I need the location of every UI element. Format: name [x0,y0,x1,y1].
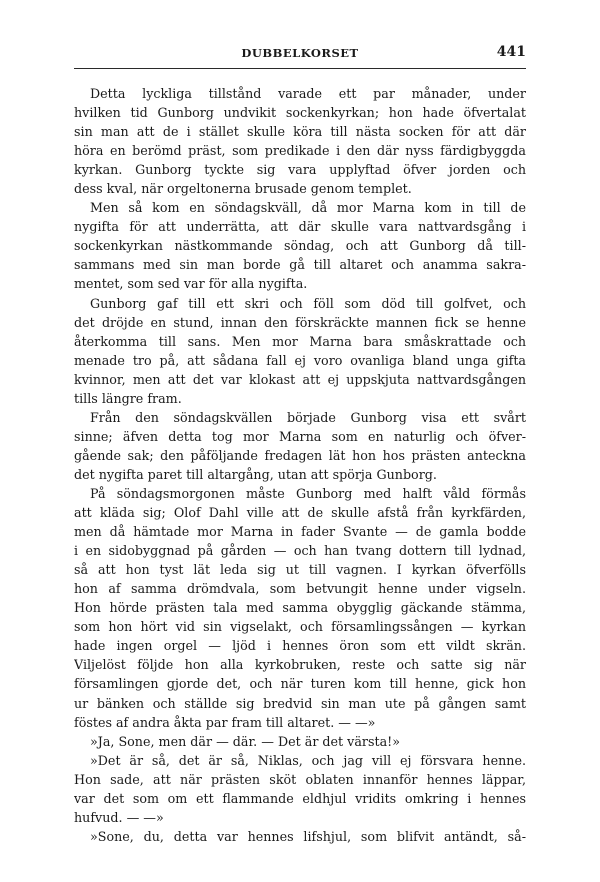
text-line: Hon hörde prästen tala med samma obygglig gäckande stämma, [74,600,526,616]
text-line: hvilken tid Gunborg undvikit sockenkyrkan; hon hade öfvertalat [74,105,526,121]
text-line: som hon hört vid sin vigselakt, och församlingssången — kyrkan [74,619,526,635]
text-line: Men så kom en söndagskväll, då mor Marna kom in till de [90,200,526,216]
text-line: sockenkyrkan nästkommande söndag, och att Gunborg då till- [74,238,526,254]
text-line: att kläda sig; Olof Dahl ville att de skulle afstå från kyrkfärden, [74,505,526,521]
text-line: gående sak; den påföljande fredagen lät hon hos prästen anteckna [74,447,526,463]
text-line: »Sone, du, detta var hennes lifshjul, som blifvit antändt, så- [90,828,526,844]
text-line: tills längre fram. [74,390,182,406]
page-number: 441 [496,44,526,60]
text-line: församlingen gjorde det, och när turen kom till henne, gick hon [74,676,526,692]
text-line: »Det är så, det är så, Niklas, och jag vill ej försvara henne. [90,752,526,768]
text-line: återkomma till sans. Men mor Marna bara småskrattade och [74,333,526,349]
text-line: nygifta för att underrätta, att där skulle vara nattvardsgång i [74,219,526,235]
text-line: ur bänken och ställde sig bredvid sin man ute på gången samt [74,695,526,711]
text-line: sinne; äfven detta tog mor Marna som en naturlig och öfver- [74,428,526,444]
text-line: sin man att de i stället skulle köra till nästa socken för att där [74,124,526,140]
text-line: hon af samma drömdvala, som betvungit henne under vigseln. [74,581,526,597]
text-line: det dröjde en stund, innan den förskräckte mannen fick se henne [74,314,526,330]
text-line: Detta lyckliga tillstånd varade ett par månader, under [90,86,526,101]
text-line: kvinnor, men att det var klokast att ej uppskjuta nattvardsgången [74,371,526,387]
text-line: dess kval, när orgeltonerna brusade genom templet. [74,181,412,197]
text-line: var det som om ett flammande eldhjul vridits omkring i hennes [74,790,526,806]
header-rule [74,68,526,69]
text-line: sammans med sin man borde gå till altaret och anamma sakra- [74,257,526,273]
text-line: Viljelöst följde hon alla kyrkobruken, reste och satte sig när [74,657,526,673]
running-title: DUBBELKORSET [241,46,359,60]
text-line: så att hon tyst lät leda sig ut till vagnen. I kyrkan öfverfölls [74,562,526,578]
text-line: kyrkan. Gunborg tyckte sig vara upplyftad öfver jorden och [74,162,526,178]
text-line: Gunborg gaf till ett skri och föll som död till golfvet, och [90,295,526,311]
text-line: mentet, som sed var för alla nygifta. [74,276,308,292]
text-line: i en sidobyggnad på gården — och han tvang dottern till lydnad, [74,543,526,559]
text-line: det nygifta paret till altargång, utan att spörja Gunborg. [74,466,437,482]
text-line: På söndagsmorgonen måste Gunborg med halft våld förmås [90,485,526,501]
running-head [74,46,526,66]
text-line: föstes af andra åkta par fram till altaret. — —» [74,714,376,730]
body-text [74,84,526,846]
text-line: hade ingen orgel — ljöd i hennes öron som ett vildt skrän. [74,638,526,654]
text-line: höra en berömd präst, som predikade i den där nyss färdigbyggda [74,143,526,159]
text-line: Från den söndagskvällen började Gunborg visa ett svårt [90,409,526,425]
text-line: »Ja, Sone, men där — där. — Det är det värsta!» [90,733,401,749]
text-line: menade tro på, att sådana fall ej voro ovanliga bland unga gifta [74,352,526,368]
text-line: hufvud. — —» [74,809,164,825]
text-line: men då hämtade mor Marna in fader Svante — de gamla bodde [74,524,526,540]
text-line: Hon sade, att när prästen sköt oblaten innanför hennes läppar, [74,771,526,787]
